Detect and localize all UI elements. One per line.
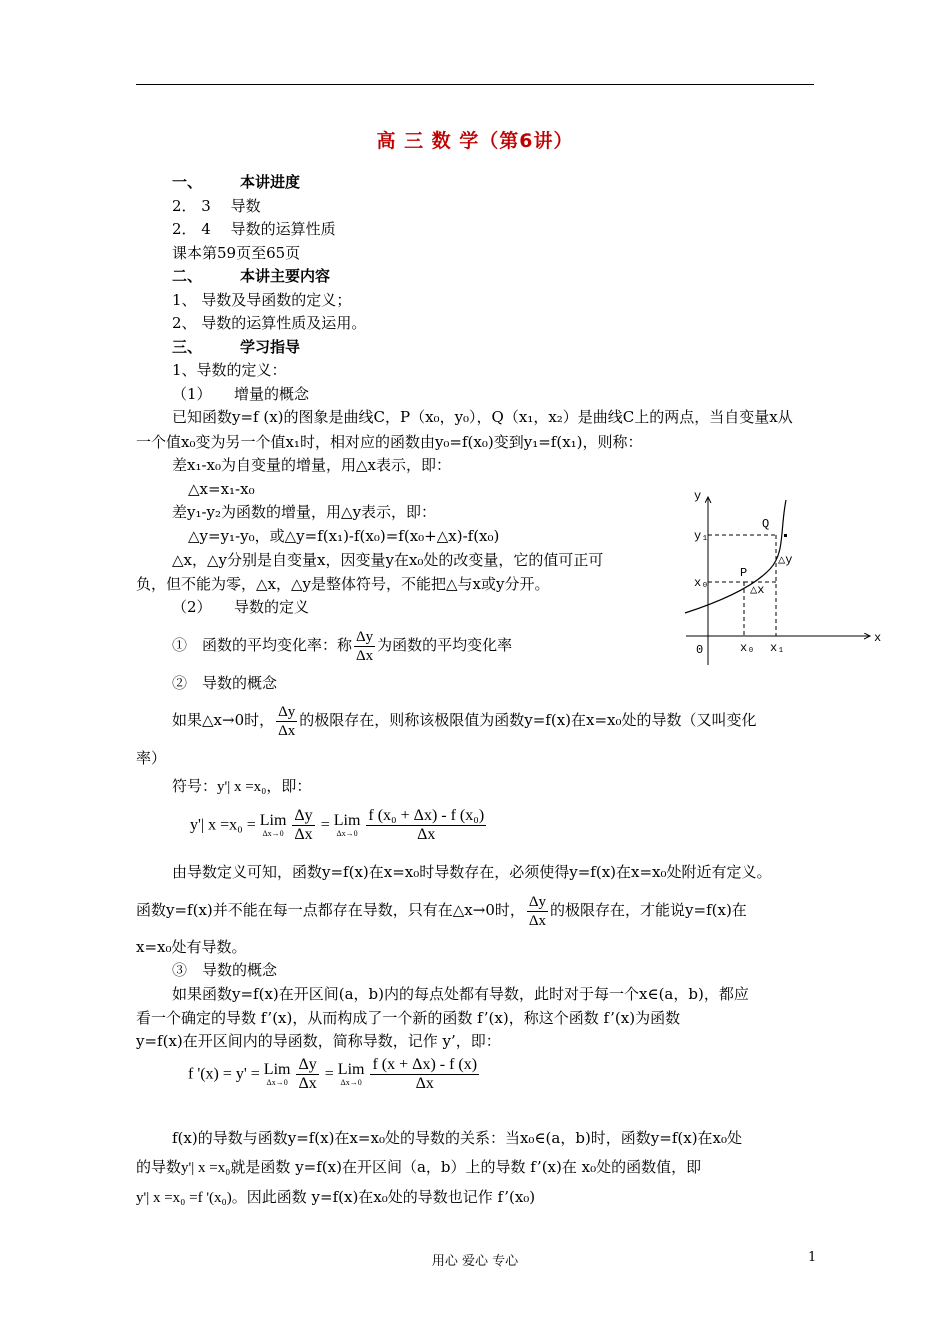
fraction-numerator: Δy — [294, 807, 313, 824]
curve — [685, 500, 786, 613]
paragraph-text: 就是函数 y=f(x)在开区间（a，b）上的导数 f’(x)在 x₀处的函数值，即 — [230, 1158, 702, 1176]
derivative-equation: y'| x =x₀ = Lim Δx→0 $\frac{\Delta y}{\Delta x}$ = Lim Δx→0 $\frac{\text{f (x₀ + Δx) - f (x₀)}}{\Delta x}$ — [190, 807, 485, 843]
limit-subscript: Δx→0 — [336, 828, 358, 838]
paragraph-line: x=x₀处有导数。 — [136, 938, 247, 956]
paragraph-line: △x，△y分别是自变量x，因变量y在x₀处的改变量，它的值可正可 — [172, 551, 604, 569]
subsection-title: 1、导数的定义： — [172, 361, 287, 379]
paragraph-line — [136, 890, 747, 930]
paragraph-line — [136, 1157, 701, 1178]
section2-heading — [172, 266, 330, 286]
limit-label: Lim — [263, 1060, 291, 1078]
subsection-title: （2） 导数的定义 — [172, 598, 310, 616]
paragraph-line: 已知函数y=f (x)的图象是曲线C，P（x₀，y₀），Q（x₁，x₂）是曲线C上的两点，当自变量x从 — [172, 408, 793, 426]
page-title: 高 三 数 学（第6讲） — [376, 130, 574, 152]
section1-item: 2． 4 导数的运算性质 — [172, 220, 336, 238]
average-rate-text: ① 函数的平均变化率：称 — [172, 636, 353, 654]
paragraph-line: 差y₁-y₂为函数的增量，用△y表示，即： — [172, 503, 437, 521]
fraction-numerator: f (x + Δx) - f (x) — [372, 1056, 478, 1073]
symbol-label: 符号： — [172, 777, 218, 795]
paragraph-line: 负，但不能为零，△x，△y是整体符号，不能把△与x或y分开。 — [136, 575, 550, 593]
increment-graph — [680, 485, 890, 670]
fraction-numerator: f (x₀ + Δx) - f (x₀) — [368, 807, 485, 824]
fraction-numerator: Δy — [278, 703, 296, 720]
inline-expression: y'| x =x₀ =f '(x₀) — [136, 1190, 232, 1206]
symbol-line — [172, 776, 311, 797]
fraction-denominator: Δx — [417, 826, 436, 843]
section2-item: 1、 导数及导函数的定义； — [172, 291, 352, 309]
derivative-def-line — [172, 700, 757, 740]
origin-label: 0 — [696, 643, 704, 657]
formula-line: △x=x₁-x₀ — [188, 480, 255, 498]
limit-subscript: Δx→0 — [266, 1077, 288, 1087]
section2-item: 2、 导数的运算性质及运用。 — [172, 314, 367, 332]
section3-heading — [172, 337, 300, 357]
limit-operator — [260, 813, 287, 839]
fraction-numerator: Δy — [528, 893, 547, 910]
dy-dx-fraction — [296, 1056, 318, 1093]
section1-num: 一、 — [172, 173, 203, 191]
paragraph-line: 如果函数y=f(x)在开区间(a，b)内的每点处都有导数，此时对于每一个x∈(a，b)，都应 — [172, 985, 749, 1003]
paragraph-line: 差x₁-x₀为自变量的增量，用△x表示，即： — [172, 456, 452, 474]
paragraph-line: y=f(x)在开区间内的导函数，简称导数，记作 y’，即： — [136, 1032, 501, 1050]
section3-num: 三、 — [172, 338, 203, 356]
dy-dx-fraction — [527, 893, 548, 930]
x-axis-label: x — [874, 631, 882, 645]
dy-dx-fraction — [354, 628, 375, 665]
paragraph-text: 的极限存在，才能说y=f(x)在 — [550, 901, 747, 919]
difference-quotient — [370, 1056, 479, 1093]
symbol-text: ，即： — [266, 777, 312, 795]
limit-subscript: Δx→0 — [262, 828, 284, 838]
x0-label: x₀ — [740, 641, 755, 655]
section1-heading — [172, 172, 300, 192]
section3-title: 学习指导 — [240, 338, 301, 356]
section1-item: 2． 3 导数 — [172, 197, 261, 215]
fraction-denominator: Δx — [356, 647, 374, 664]
header-rule — [136, 84, 814, 85]
page-number: 1 — [808, 1250, 817, 1265]
section2-num: 二、 — [172, 267, 203, 285]
paragraph-text: 。因此函数 y=f(x)在x₀处的导数也记作 f’(x₀) — [231, 1188, 536, 1206]
paragraph-line: 看一个确定的导数 f’(x)，从而构成了一个新的函数 f’(x)，称这个函数 f’(x)为函数 — [136, 1009, 681, 1027]
limit-label: Lim — [259, 811, 287, 829]
average-rate-line — [172, 625, 512, 665]
formula-line: △y=y₁-y₀，或△y=f(x₁)-f(x₀)=f(x₀+△x)-f(x₀) — [188, 527, 500, 545]
derivative-function-equation: f '(x) = y' = Lim Δx→0 $\frac{\Delta y}{\Delta x}$ = Lim Δx→0 $\frac{f (x + \Delta x) - f (x)}{\Delta x}$ — [188, 1056, 478, 1092]
point-p-label: P — [740, 566, 748, 580]
average-rate-text: 为函数的平均变化率 — [377, 636, 513, 654]
x1-label: x₁ — [770, 641, 785, 655]
fraction-denominator: Δx — [278, 722, 296, 739]
fraction-denominator: Δx — [528, 912, 547, 929]
fraction-denominator: Δx — [415, 1075, 434, 1092]
limit-operator — [334, 813, 361, 839]
paragraph-text: 函数y=f(x)并不能在每一点都存在导数，只有在△x→0时， — [136, 901, 525, 919]
subsection-title: ③ 导数的概念 — [172, 961, 278, 979]
y1-label: y₁ — [694, 529, 709, 543]
section2-title: 本讲主要内容 — [240, 267, 331, 285]
subsection-title: ② 导数的概念 — [172, 674, 278, 692]
page-footer: 用心 爱心 专心 — [431, 1254, 519, 1269]
subsection-title: （1） 增量的概念 — [172, 385, 310, 403]
x0-y-label: x₀ — [694, 576, 709, 590]
limit-subscript: Δx→0 — [340, 1077, 362, 1087]
limit-label: Lim — [333, 811, 361, 829]
fraction-numerator: Δy — [298, 1056, 317, 1073]
fraction-numerator: Δy — [356, 628, 374, 645]
fraction-denominator: Δx — [294, 826, 313, 843]
difference-quotient — [366, 807, 486, 844]
fraction-denominator: Δx — [298, 1075, 317, 1092]
section1-title: 本讲进度 — [240, 173, 301, 191]
delta-y-label: △y — [778, 553, 793, 567]
point-q-label: Q — [762, 517, 770, 531]
paragraph-line: 一个值x₀变为另一个值x₁时，相对应的函数由y₀=f(x₀)变到y₁=f(x₁)，则称： — [136, 433, 643, 451]
limit-operator — [338, 1062, 365, 1088]
symbol-expression: y'| x =x₀ — [217, 779, 267, 795]
limit-label: Lim — [337, 1060, 365, 1078]
equation-lhs: f '(x) = y' = — [188, 1065, 260, 1083]
limit-operator — [264, 1062, 291, 1088]
dy-dx-fraction — [292, 807, 314, 844]
inline-expression: y'| x =x₀ — [181, 1160, 231, 1176]
y-axis-label: y — [694, 489, 702, 503]
paragraph-text: 的导数 — [136, 1158, 182, 1176]
delta-x-label: △x — [750, 583, 765, 597]
section1-item: 课本第59页至65页 — [172, 244, 301, 262]
paragraph-line: 率） — [136, 749, 167, 767]
paragraph-line: 由导数定义可知，函数y=f(x)在x=x₀时导数存在，必须使得y=f(x)在x=x₀处附近有定义。 — [172, 863, 772, 881]
q-marker — [784, 534, 787, 537]
equation-lhs: y'| x =x₀ = — [190, 816, 256, 834]
paragraph-line — [136, 1187, 535, 1208]
paragraph-line: f(x)的导数与函数y=f(x)在x=x₀处的导数的关系：当x₀∈(a，b)时，函数y=f(x)在x₀处 — [172, 1129, 743, 1147]
derivative-def-text: 如果△x→0时， — [172, 711, 275, 729]
derivative-def-text: 的极限存在，则称该极限值为函数y=f(x)在x=x₀处的导数（又叫变化 — [299, 711, 757, 729]
dy-dx-fraction — [276, 703, 297, 740]
